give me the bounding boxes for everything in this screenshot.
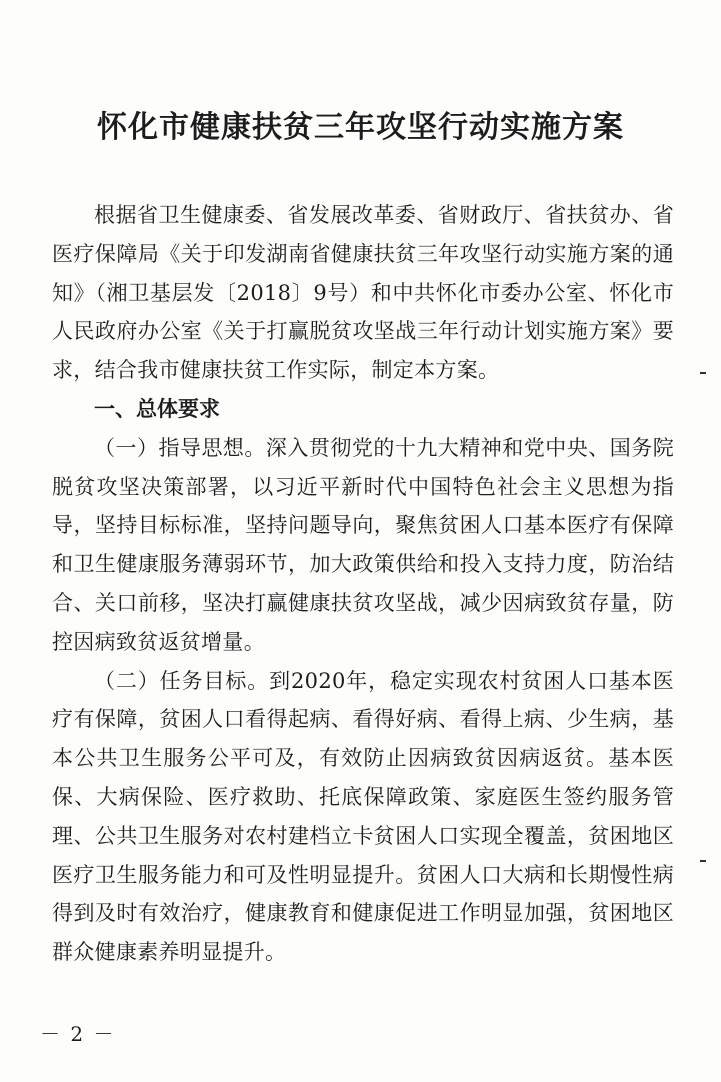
page-number: － 2 － [40,1022,116,1046]
task-goals-paragraph [52,662,674,972]
guiding-ideology-lead: （一）指导思想。 [94,435,266,460]
document-title: 怀化市健康扶贫三年攻坚行动实施方案 [97,110,624,145]
document-body [52,196,674,972]
task-goals-text: 到2020年，稳定实现农村贫困人口基本医疗有保障，贫困人口看得起病、看得好病、看得上病、少生病，基本公共卫生服务公平可及，有效防止因病致贫因病返贫。基本医保、大病保险、医疗救助、托底保障政策、家庭医生签约服务管理、公共卫生服务对农村建档立卡贫困人口实现全覆盖，贫困地区医疗卫生服务能力和可及性明显提升。贫困人口大病和长期慢性病得到及时有效治疗，健康教育和健康促进工作明显加强，贫困地区群众健康素养明显提升。 [52,668,674,965]
intro-paragraph: 根据省卫生健康委、省发展改革委、省财政厅、省扶贫办、省医疗保障局《关于印发湖南省健康扶贫三年攻坚行动实施方案的通知》（湘卫基层发〔2018〕9号）和中共怀化市委办公室、怀化市人民政府办公室《关于打赢脱贫攻坚战三年行动计划实施方案》要求，结合我市健康扶贫工作实际，制定本方案。 [52,203,674,383]
guiding-ideology-text: 深入贯彻党的十九大精神和党中央、国务院脱贫攻坚决策部署，以习近平新时代中国特色社会主义思想为指导，坚持目标标准，坚持问题导向，聚焦贫困人口基本医疗有保障和卫生健康服务薄弱环节，加大政策供给和投入支持力度，防治结合、关口前移，坚决打赢健康扶贫攻坚战，减少因病致贫存量，防控因病致贫返贫增量。 [52,435,674,654]
margin-tick-mark [700,372,706,374]
task-goals-lead: （二）任务目标。 [94,668,270,693]
section-heading-general-requirements: 一、总体要求 [94,396,220,421]
guiding-ideology-paragraph [52,429,674,662]
margin-tick-mark [700,860,706,862]
